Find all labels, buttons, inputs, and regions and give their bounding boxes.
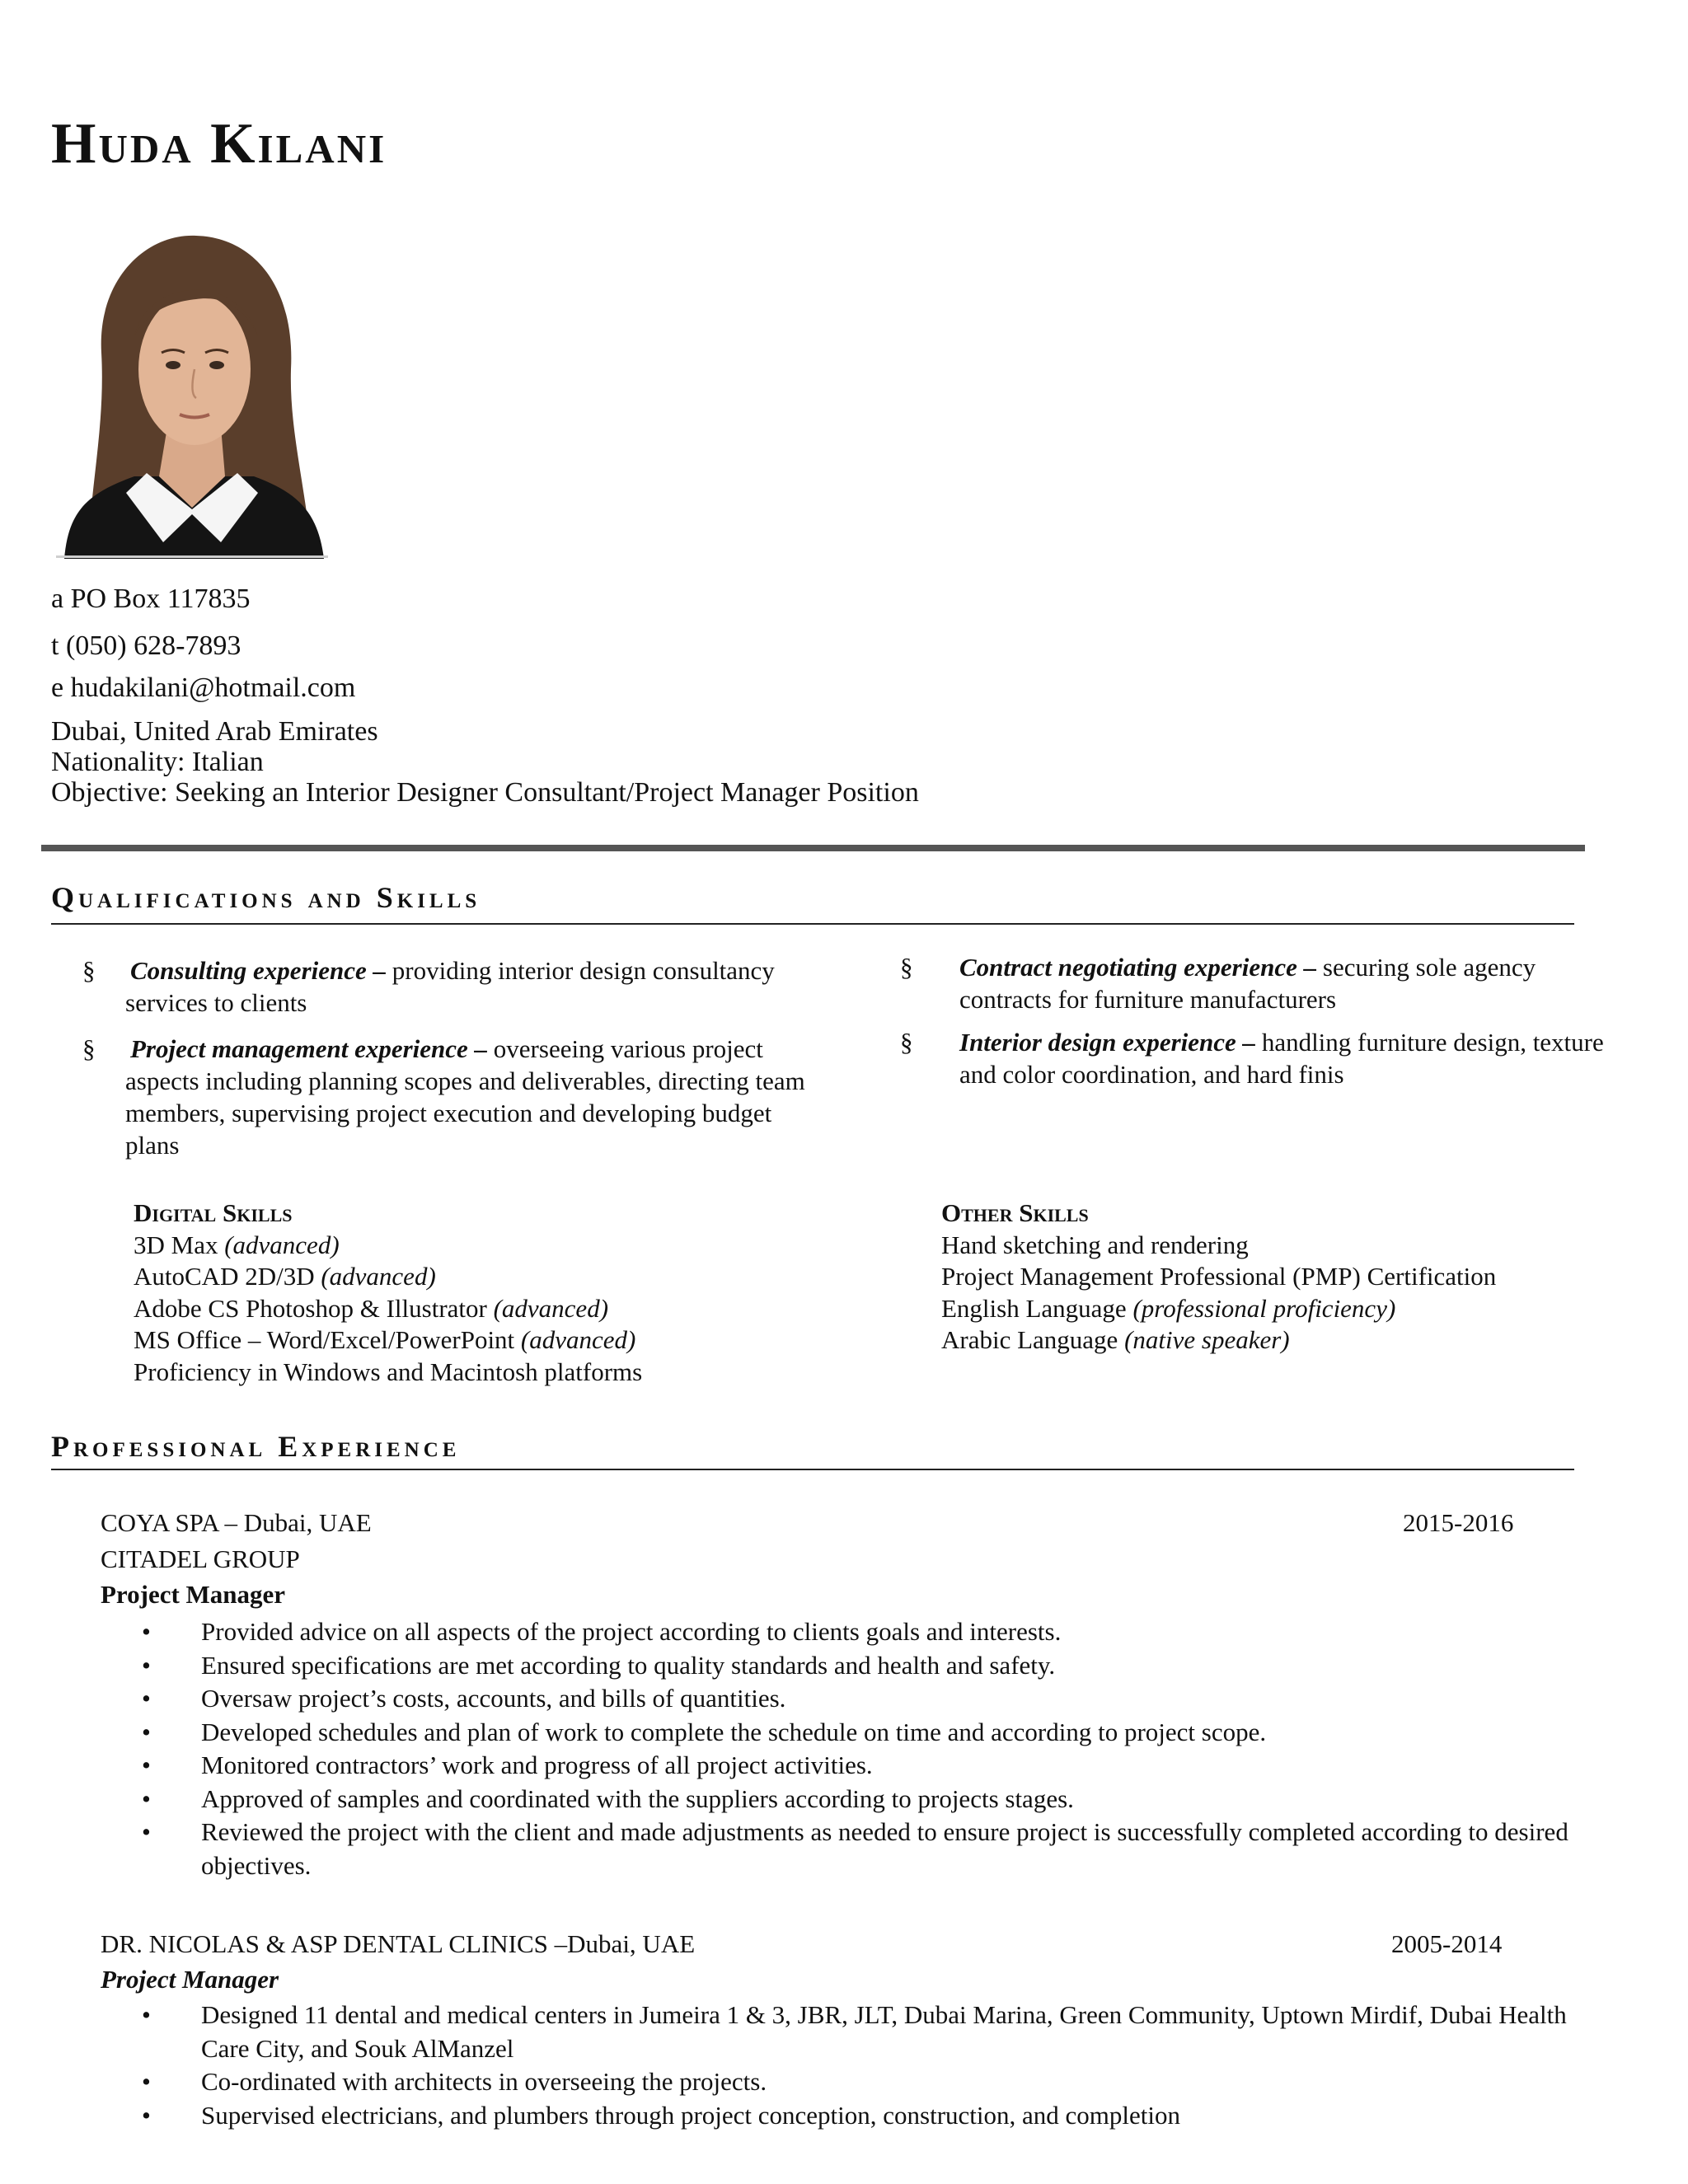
job-company: DR. NICOLAS & ASP DENTAL CLINICS –Dubai, UAE xyxy=(101,1929,696,1958)
qualification-item: § Interior design experience – handling furniture design, texture and color coordination, and hard finis xyxy=(900,1028,1604,1089)
other-skills-title: Other Skills xyxy=(941,1198,1089,1227)
job-role: Project Manager xyxy=(101,1580,286,1609)
qualification-item: § Contract negotiating experience – securing sole agency contracts for furniture manufacturers xyxy=(900,953,1536,1014)
skill-item: AutoCAD 2D/3D (advanced) xyxy=(134,1262,436,1291)
job-duties xyxy=(201,1999,1594,2132)
qualification-item: § Consulting experience – providing interior design consultancy services to clients xyxy=(82,956,775,1017)
duty-item: • Designed 11 dental and medical centers in Jumeira 1 & 3, JBR, JLT, Dubai Marina, Green Community, Uptown Mirdif, Dubai Health Care City, and Souk AlManzel xyxy=(201,1999,1594,2065)
job-duties xyxy=(201,1615,1602,1882)
other-skills xyxy=(941,1197,1496,1357)
phone-line: t (050) 628-7893 xyxy=(51,630,241,661)
job-company: COYA SPA – Dubai, UAE xyxy=(101,1508,372,1537)
header-divider xyxy=(41,845,1585,851)
section-bullet-icon: § xyxy=(900,953,913,982)
skill-item: English Language (professional proficiency) xyxy=(941,1293,1396,1323)
job-dates: 2015-2016 xyxy=(1403,1508,1514,1537)
duty-item: • Reviewed the project with the client and made adjustments as needed to ensure project is successfully completed according to desired objectives. xyxy=(201,1816,1602,1882)
skill-item: Project Management Professional (PMP) Certification xyxy=(941,1262,1497,1291)
candidate-name: Huda Kilani xyxy=(51,112,387,176)
personal-info xyxy=(51,716,919,808)
city-line: Dubai, United Arab Emirates xyxy=(51,716,378,747)
skill-item: MS Office – Word/Excel/PowerPoint (advanced) xyxy=(134,1325,636,1354)
job-dates: 2005-2014 xyxy=(1391,1929,1503,1958)
profile-photo xyxy=(56,229,328,563)
qualifications-heading: Qualifications and Skills xyxy=(51,881,481,914)
skill-item: Proficiency in Windows and Macintosh platforms xyxy=(134,1357,643,1386)
duty-item: • Approved of samples and coordinated with the suppliers according to projects stages. xyxy=(201,1783,1602,1816)
skill-item: 3D Max (advanced) xyxy=(134,1230,340,1259)
section-bullet-icon: § xyxy=(900,1028,913,1057)
duty-item: • Developed schedules and plan of work to complete the schedule on time and according to project scope. xyxy=(201,1716,1602,1750)
duty-item: • Provided advice on all aspects of the project according to clients goals and interests. xyxy=(201,1615,1602,1649)
section-bullet-icon: § xyxy=(82,1034,96,1063)
address-line: a PO Box 117835 xyxy=(51,583,251,614)
skill-item: Arabic Language (native speaker) xyxy=(941,1325,1290,1354)
duty-item: • Supervised electricians, and plumbers through project conception, construction, and completion xyxy=(201,2099,1594,2133)
job-company-secondary: CITADEL GROUP xyxy=(101,1544,300,1573)
skill-item: Hand sketching and rendering xyxy=(941,1230,1249,1259)
digital-skills-title: Digital Skills xyxy=(134,1198,293,1227)
nationality-line: Nationality: Italian xyxy=(51,747,264,777)
job-role: Project Manager xyxy=(101,1965,279,1994)
experience-rule xyxy=(51,1469,1574,1470)
skill-item: Adobe CS Photoshop & Illustrator (advanced) xyxy=(134,1293,609,1323)
section-bullet-icon: § xyxy=(82,956,96,985)
qualification-item: § Project management experience – overseeing various project aspects including planning scopes and deliverables, directing team members, supervising project execution and developing budget plans xyxy=(82,1034,805,1160)
email-line: e hudakilani@hotmail.com xyxy=(51,673,356,703)
duty-item: • Oversaw project’s costs, accounts, and bills of quantities. xyxy=(201,1682,1602,1716)
qualifications-rule xyxy=(51,923,1574,925)
duty-item: • Monitored contractors’ work and progress of all project activities. xyxy=(201,1749,1602,1783)
duty-item: • Co-ordinated with architects in overseeing the projects. xyxy=(201,2065,1594,2099)
digital-skills xyxy=(134,1197,642,1388)
duty-item: • Ensured specifications are met according to quality standards and health and safety. xyxy=(201,1649,1602,1683)
experience-heading: Professional Experience xyxy=(51,1430,461,1463)
objective-line: Objective: Seeking an Interior Designer Consultant/Project Manager Position xyxy=(51,777,919,808)
